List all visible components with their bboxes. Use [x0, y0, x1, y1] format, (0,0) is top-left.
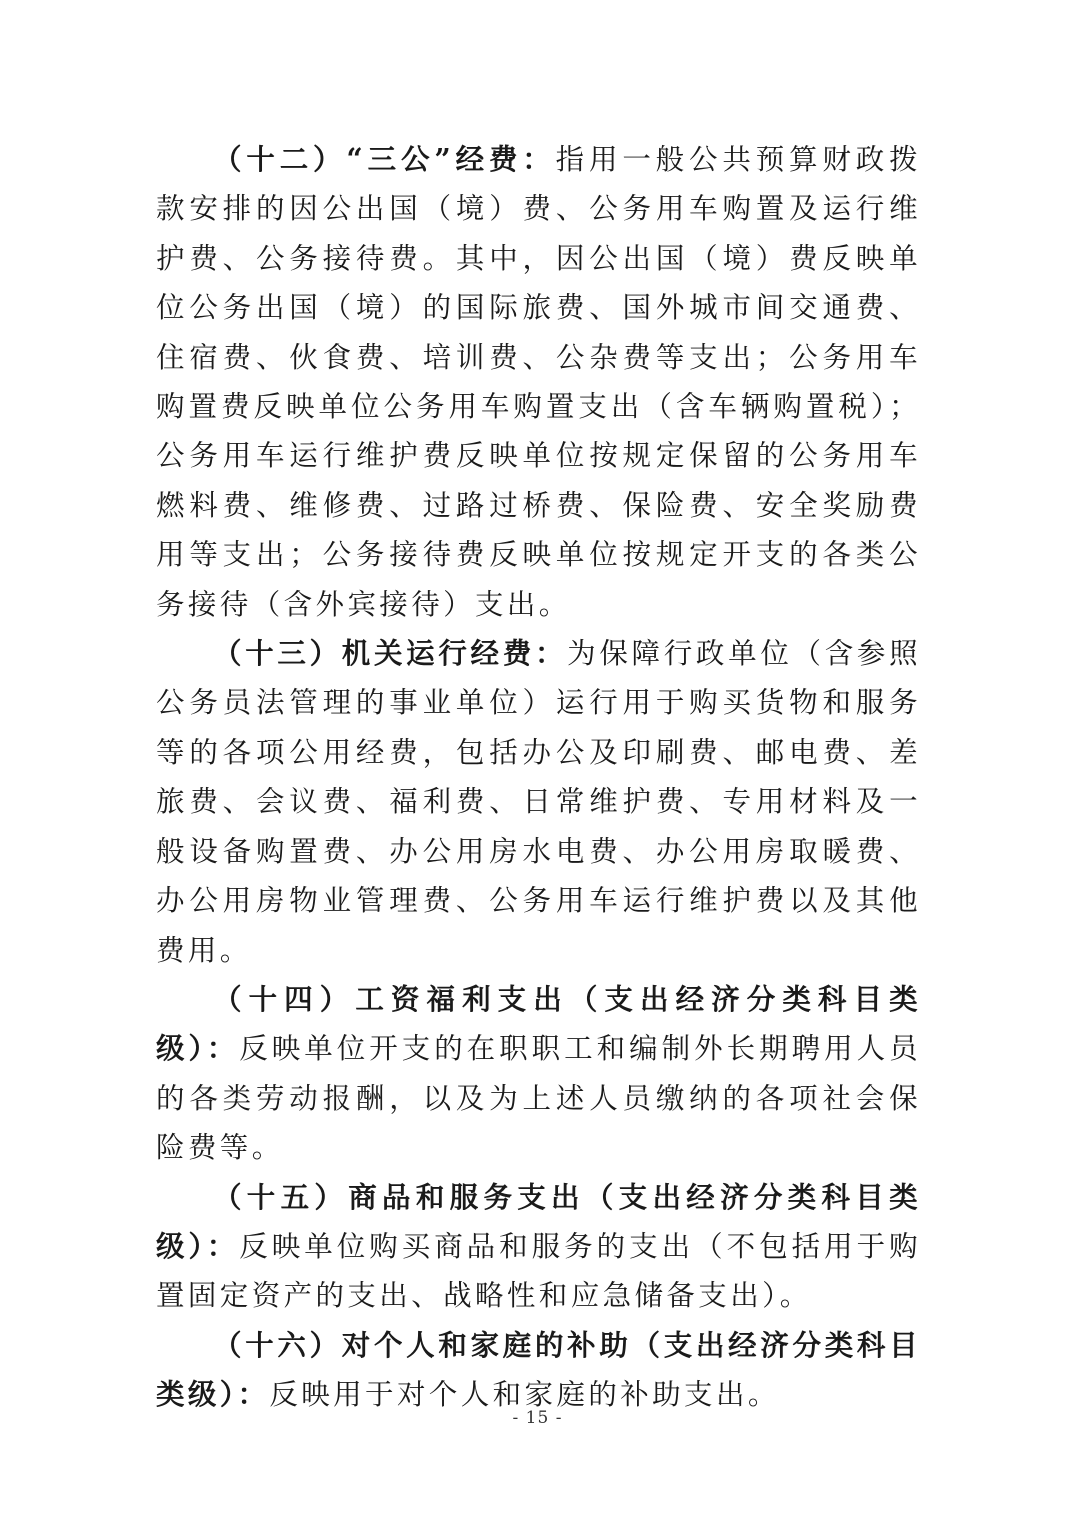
paragraph-text: 反映单位购买商品和服务的支出（不包括用于购置固定资产的支出、战略性和应急储备支出）。 — [156, 1229, 921, 1313]
paragraph-text: 为保障行政单位（含参照公务员法管理的事业单位）运行用于购买货物和服务等的各项公用经费，包括办公及印刷费、邮电费、差旅费、会议费、福利费、日常维护费、专用材料及一般设备购置费、办公用房水电费、办公用房取暖费、办公用房物业管理费、公务用车运行维护费以及其他费用。 — [156, 637, 922, 967]
paragraph-heading: （十四）工资福利支出（支出经济分类科目类级）： — [156, 981, 921, 1066]
paragraph-text: 反映用于对个人和家庭的补助支出。 — [269, 1378, 780, 1412]
paragraph-wages-welfare — [156, 975, 921, 1173]
page-number: - 15 - — [512, 1408, 563, 1428]
paragraph-heading: （十五）商品和服务支出（支出经济分类科目类级）： — [156, 1179, 921, 1263]
paragraph-heading: （十三）机关运行经费： — [213, 636, 568, 671]
paragraph-sangong-expenses — [156, 135, 921, 629]
document-body — [156, 135, 921, 1420]
paragraph-text: 反映单位开支的在职职工和编制外长期聘用人员的各类劳动报酬，以及为上述人员缴纳的各项社会保险费等。 — [156, 1032, 921, 1165]
paragraph-household-subsidies — [156, 1321, 921, 1420]
paragraph-heading: （十二）“三公”经费： — [213, 142, 556, 176]
paragraph-goods-services — [156, 1173, 921, 1321]
paragraph-text: 指用一般公共预算财政拨款安排的因公出国（境）费、公务用车购置及运行维护费、公务接待费。其中，因公出国（境）费反映单位公务出国（境）的国际旅费、国外城市间交通费、住宿费、伙食费、培训费、公杂费等支出；公务用车购置费反映单位公务用车购置支出（含车辆购置税）；公务用车运行维护费反映单位按规定保留的公务用车燃料费、维修费、过路过桥费、保险费、安全奖励费用等支出；公务接待费反映单位按规定开支的各类公务接待（含外宾接待）支出。 — [156, 143, 922, 621]
paragraph-agency-operating-expenses — [156, 629, 921, 975]
paragraph-heading: （十六）对个人和家庭的补助（支出经济分类科目类级）： — [156, 1327, 921, 1412]
